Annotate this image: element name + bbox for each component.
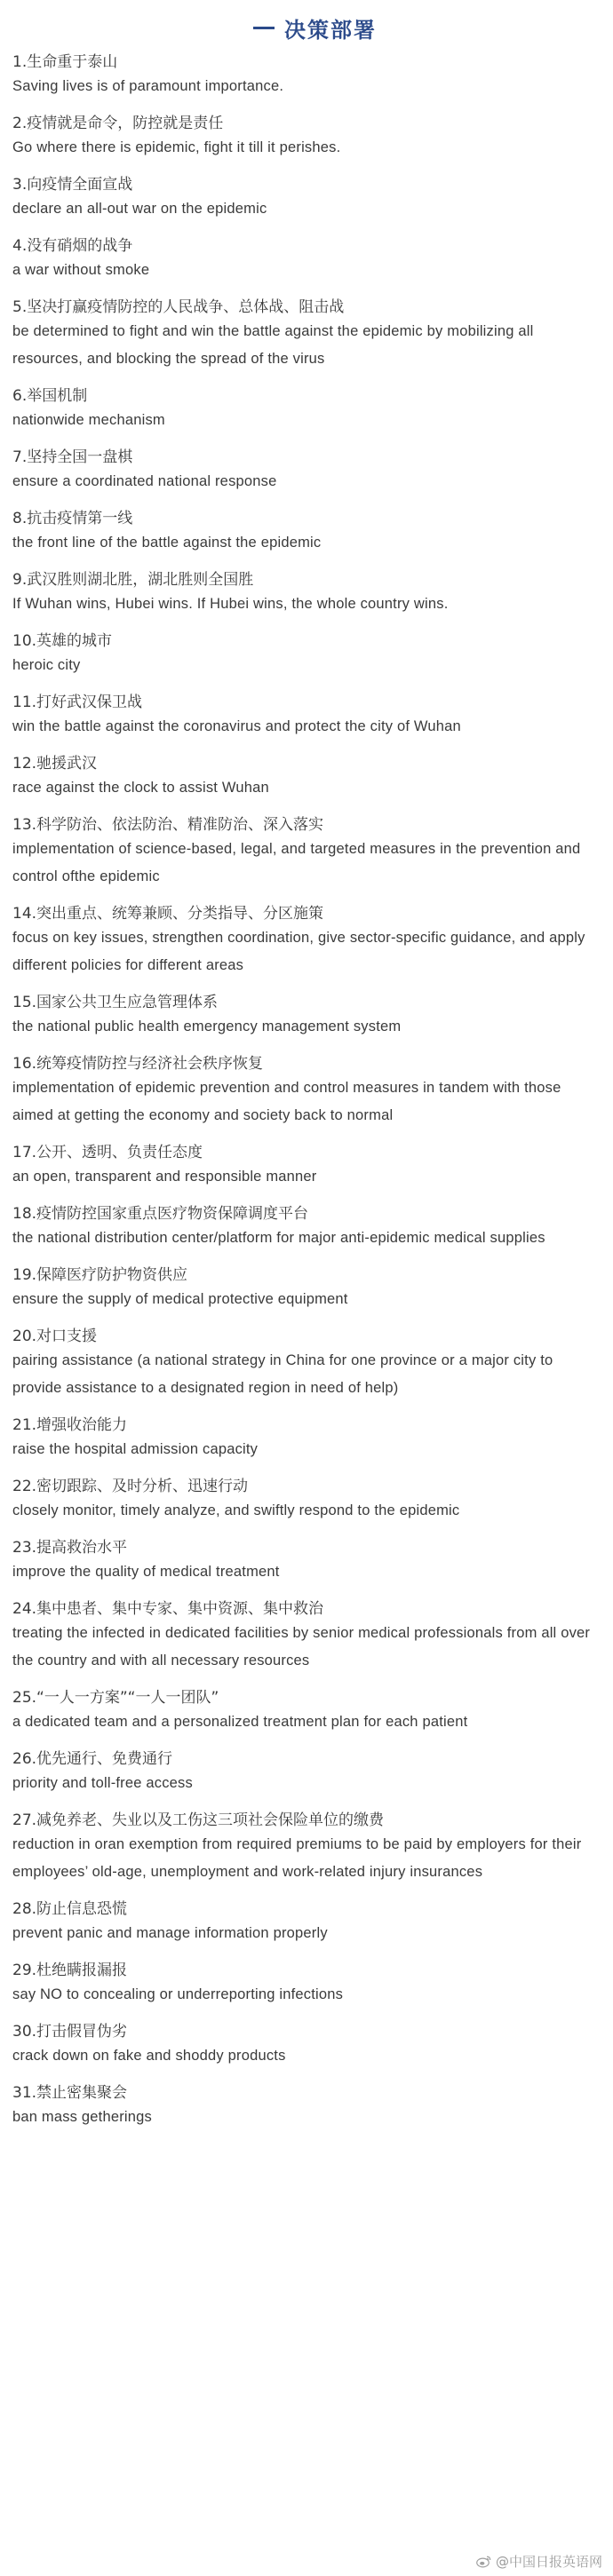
entry-chinese-term: 4.没有硝烟的战争 <box>12 237 133 255</box>
glossary-entry <box>12 1415 604 1463</box>
glossary-entry <box>12 903 604 979</box>
entry-english-translation: heroic city <box>12 657 81 673</box>
entry-chinese-term: 26.优先通行、免费通行 <box>12 1750 173 1768</box>
entry-chinese-term: 11.打好武汉保卫战 <box>12 694 143 711</box>
watermark <box>476 2552 602 2571</box>
entry-chinese-term: 16.统筹疫情防控与经济社会秩序恢复 <box>12 1055 264 1073</box>
entry-chinese-term: 10.英雄的城市 <box>12 632 113 650</box>
glossary-entry <box>12 2021 604 2070</box>
entry-english-translation: Go where there is epidemic, fight it till it perishes. <box>12 139 341 155</box>
glossary-entry <box>12 1264 604 1313</box>
section-title: 决策部署 <box>284 18 377 43</box>
glossary-entry <box>12 174 604 223</box>
glossary-entry <box>12 1142 604 1191</box>
entry-chinese-term: 27.减免养老、失业以及工伤这三项社会保险单位的缴费 <box>12 1811 385 1829</box>
glossary-entry <box>12 235 604 284</box>
glossary-entry <box>12 1687 604 1736</box>
entry-chinese-term: 28.防止信息恐慌 <box>12 1900 128 1918</box>
entry-english-translation: improve the quality of medical treatment <box>12 1564 280 1580</box>
entry-english-translation: the front line of the battle against the epidemic <box>12 535 322 551</box>
entry-english-translation: prevent panic and manage information properly <box>12 1925 328 1941</box>
entry-chinese-term: 30.打击假冒伪劣 <box>12 2023 128 2041</box>
entry-chinese-term: 12.驰援武汉 <box>12 755 98 773</box>
entry-english-translation: win the battle against the coronavirus and protect the city of Wuhan <box>12 718 461 734</box>
entry-chinese-term: 29.杜绝瞒报漏报 <box>12 1962 128 1979</box>
entry-english-translation: say NO to concealing or underreporting infections <box>12 1986 344 2002</box>
entry-english-translation: priority and toll-free access <box>12 1775 193 1791</box>
entry-chinese-term: 19.保障医疗防护物资供应 <box>12 1266 188 1284</box>
section-header <box>0 9 613 44</box>
entry-english-translation: implementation of science-based, legal, and targeted measures in the prevention and control ofthe epidemic <box>12 841 581 884</box>
weibo-icon <box>476 2555 492 2568</box>
glossary-entry <box>12 1537 604 1586</box>
entry-english-translation: nationwide mechanism <box>12 412 165 428</box>
header-dash <box>253 27 275 29</box>
watermark-text: @中国日报英语网 <box>495 2554 602 2570</box>
entry-chinese-term: 23.提高救治水平 <box>12 1539 128 1557</box>
entry-english-translation: treating the infected in dedicated facilities by senior medical professionals from all over the country and with all necessary resources <box>12 1625 591 1668</box>
entry-english-translation: focus on key issues, strengthen coordination, give sector-specific guidance, and apply different policies for different areas <box>12 930 585 973</box>
glossary-entry <box>12 447 604 495</box>
entry-english-translation: pairing assistance (a national strategy in China for one province or a major city to provide assistance to a designated region in need of help) <box>12 1352 553 1396</box>
glossary-entry <box>12 1898 604 1947</box>
glossary-entry <box>12 1960 604 2009</box>
entry-english-translation: the national public health emergency management system <box>12 1019 402 1034</box>
entry-chinese-term: 18.疫情防控国家重点医疗物资保障调度平台 <box>12 1205 309 1223</box>
glossary-entry <box>12 1476 604 1525</box>
glossary-entry <box>12 2082 604 2131</box>
entry-english-translation: reduction in oran exemption from required premiums to be paid by employers for their employees’ old-age, unemployment and work-related injury insurances <box>12 1836 582 1880</box>
entry-english-translation: If Wuhan wins, Hubei wins. If Hubei wins, the whole country wins. <box>12 596 449 612</box>
entry-chinese-term: 24.集中患者、集中专家、集中资源、集中救治 <box>12 1600 324 1618</box>
glossary-entry <box>12 508 604 557</box>
glossary-entry <box>12 1598 604 1675</box>
glossary-entry <box>12 692 604 741</box>
entry-english-translation: ensure the supply of medical protective equipment <box>12 1291 348 1307</box>
glossary-entry <box>12 1326 604 1402</box>
entry-english-translation: ensure a coordinated national response <box>12 473 277 489</box>
entry-english-translation: a dedicated team and a personalized treatment plan for each patient <box>12 1714 468 1730</box>
glossary-entry <box>12 1810 604 1886</box>
entry-chinese-term: 14.突出重点、统筹兼顾、分类指导、分区施策 <box>12 905 324 923</box>
entry-chinese-term: 3.向疫情全面宣战 <box>12 176 133 194</box>
entry-chinese-term: 6.举国机制 <box>12 387 88 405</box>
glossary-entry <box>12 1203 604 1252</box>
entry-english-translation: closely monitor, timely analyze, and swiftly respond to the epidemic <box>12 1502 460 1518</box>
entry-chinese-term: 9.武汉胜则湖北胜，湖北胜则全国胜 <box>12 571 254 589</box>
entry-english-translation: the national distribution center/platform for major anti-epidemic medical supplies <box>12 1230 545 1246</box>
entry-english-translation: crack down on fake and shoddy products <box>12 2048 286 2064</box>
glossary-entry <box>12 814 604 891</box>
glossary-entry <box>12 992 604 1041</box>
entry-chinese-term: 1.生命重于泰山 <box>12 53 118 71</box>
entry-english-translation: be determined to fight and win the battle against the epidemic by mobilizing all resources, and blocking the spread of the virus <box>12 323 534 367</box>
entry-chinese-term: 2.疫情就是命令，防控就是责任 <box>12 115 224 132</box>
glossary-entry <box>12 630 604 679</box>
entry-chinese-term: 15.国家公共卫生应急管理体系 <box>12 994 219 1011</box>
entry-chinese-term: 13.科学防治、依法防治、精准防治、深入落实 <box>12 816 324 834</box>
glossary-entry <box>12 569 604 618</box>
glossary-list <box>12 52 604 2144</box>
entry-english-translation: implementation of epidemic prevention and control measures in tandem with those aimed at getting the economy and society back to normal <box>12 1080 561 1123</box>
entry-english-translation: Saving lives is of paramount importance. <box>12 78 284 94</box>
entry-chinese-term: 25.“一人一方案”“一人一团队” <box>12 1689 219 1707</box>
entry-english-translation: an open, transparent and responsible manner <box>12 1169 317 1185</box>
glossary-entry <box>12 52 604 100</box>
entry-english-translation: declare an all-out war on the epidemic <box>12 201 267 217</box>
entry-chinese-term: 17.公开、透明、负责任态度 <box>12 1144 203 1161</box>
entry-chinese-term: 8.抗击疫情第一线 <box>12 510 133 527</box>
glossary-entry <box>12 1053 604 1129</box>
glossary-entry <box>12 385 604 434</box>
glossary-entry <box>12 297 604 373</box>
entry-chinese-term: 20.对口支援 <box>12 1328 98 1345</box>
entry-chinese-term: 5.坚决打赢疫情防控的人民战争、总体战、阻击战 <box>12 298 345 316</box>
entry-chinese-term: 22.密切跟踪、及时分析、迅速行动 <box>12 1478 249 1495</box>
entry-chinese-term: 21.增强收治能力 <box>12 1416 128 1434</box>
entry-english-translation: raise the hospital admission capacity <box>12 1441 259 1457</box>
entry-english-translation: a war without smoke <box>12 262 150 278</box>
glossary-entry <box>12 113 604 162</box>
entry-english-translation: race against the clock to assist Wuhan <box>12 780 269 796</box>
entry-english-translation: ban mass getherings <box>12 2109 152 2125</box>
entry-chinese-term: 31.禁止密集聚会 <box>12 2084 128 2102</box>
glossary-entry <box>12 753 604 802</box>
entry-chinese-term: 7.坚持全国一盘棋 <box>12 448 133 466</box>
glossary-entry <box>12 1748 604 1797</box>
